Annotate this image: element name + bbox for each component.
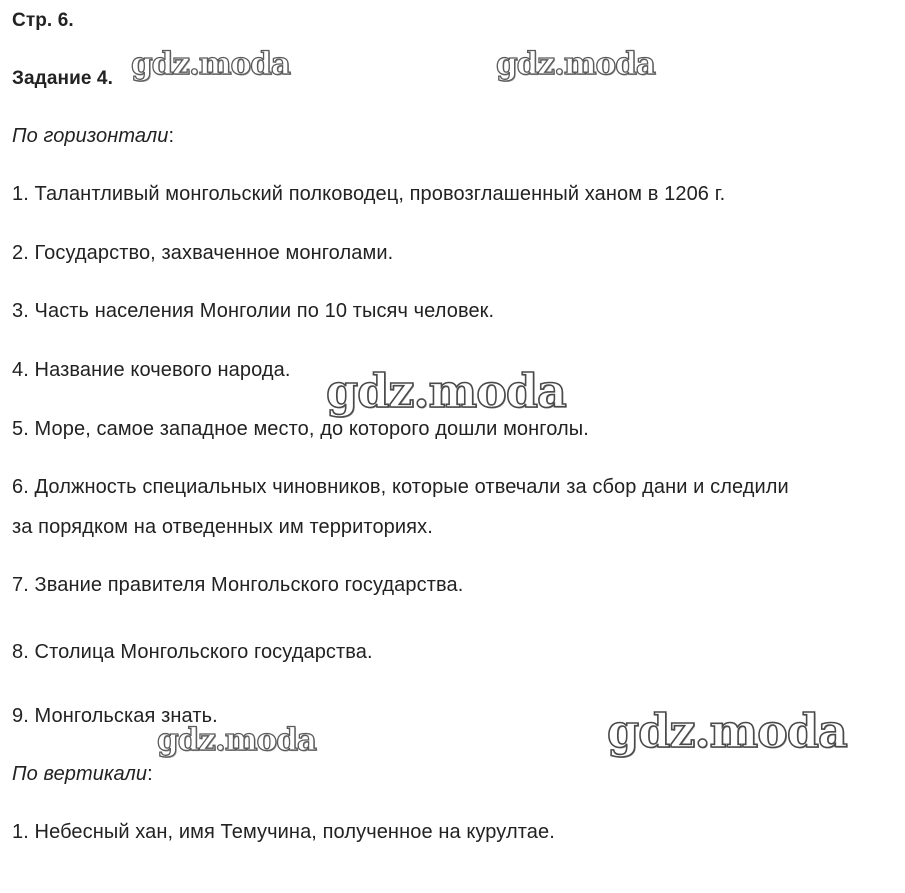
- horizontal-item-9: 9. Монгольская знать.: [12, 705, 218, 727]
- horizontal-item-8: 8. Столица Монгольского государства.: [12, 641, 373, 663]
- watermark-logo: gdz.moda: [607, 704, 847, 758]
- horizontal-item-5: 5. Море, самое западное место, до которого дошли монголы.: [12, 418, 589, 440]
- horizontal-heading: [12, 123, 174, 149]
- horizontal-heading-colon: :: [168, 125, 175, 147]
- watermark-logo: gdz.moda: [496, 46, 655, 82]
- watermark-logo: gdz.moda: [157, 722, 316, 758]
- horizontal-item-6-line-1: 6. Должность специальных чиновников, которые отвечали за сбор дани и следили: [12, 476, 789, 498]
- horizontal-item-3: 3. Часть населения Монголии по 10 тысяч человек.: [12, 300, 495, 322]
- vertical-heading-text: По вертикали: [12, 763, 148, 785]
- watermark-logo: gdz.moda: [326, 364, 566, 418]
- horizontal-item-7: 7. Звание правителя Монгольского государства.: [12, 574, 464, 596]
- horizontal-item-6-line-2: за порядком на отведенных им территориях.: [12, 516, 433, 538]
- horizontal-heading-text: По горизонтали: [12, 125, 169, 147]
- vertical-heading-colon: :: [147, 763, 153, 785]
- vertical-item-1: 1. Небесный хан, имя Темучина, полученное на курултае.: [12, 821, 555, 843]
- task-label: Задание 4.: [12, 68, 113, 89]
- page-label: Стр. 6.: [12, 10, 74, 31]
- horizontal-item-4: 4. Название кочевого народа.: [12, 359, 291, 381]
- horizontal-item-1: 1. Талантливый монгольский полководец, провозглашенный ханом в 1206 г.: [12, 183, 726, 205]
- vertical-heading: [12, 761, 153, 787]
- horizontal-item-2: 2. Государство, захваченное монголами.: [12, 242, 394, 264]
- watermark-logo: gdz.moda: [131, 46, 290, 82]
